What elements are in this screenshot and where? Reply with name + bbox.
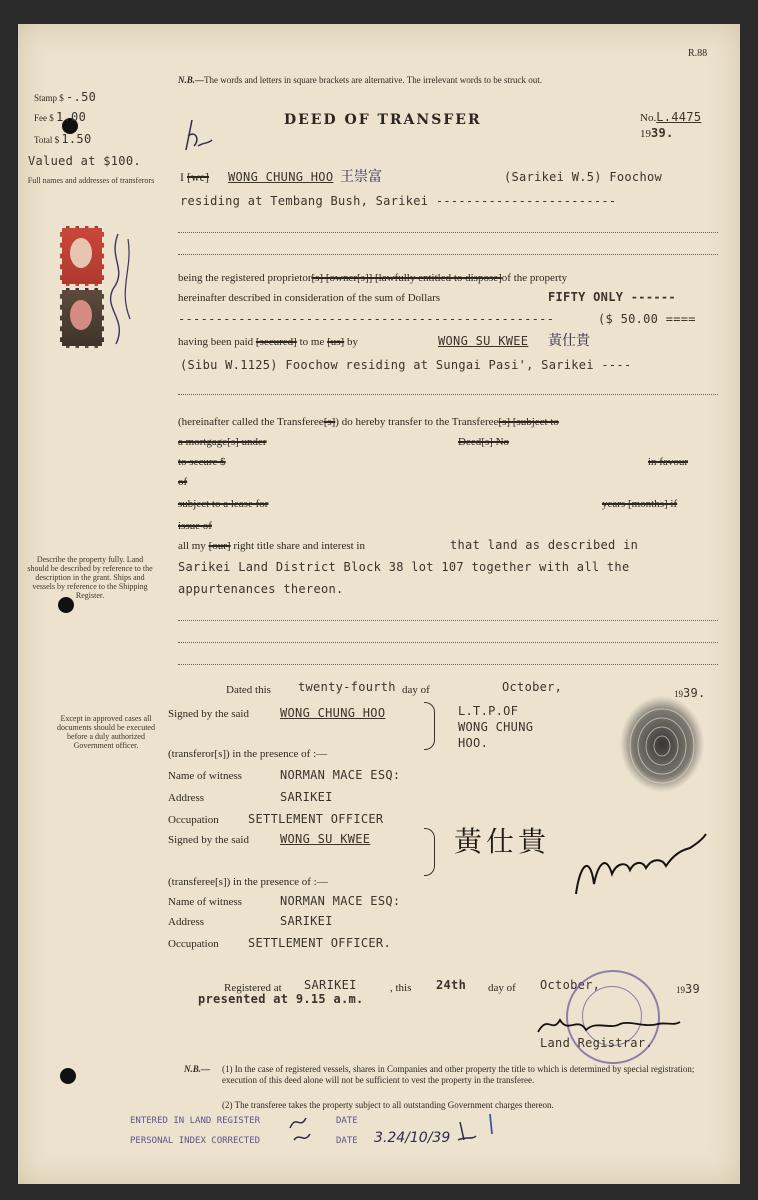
dated-label: Dated this	[226, 684, 271, 696]
occupation-label-2: Occupation	[168, 938, 219, 950]
total-fee: Total $ 1.50	[34, 132, 92, 146]
dated-year: 1939.	[674, 686, 706, 700]
footnote-1: (1) In the case of registered vessels, shares in Companies and other property the title to which is determined by special registration; execution of this deed alone will not be sufficient to vest the property in the transferee.	[222, 1064, 695, 1085]
occupation-value: SETTLEMENT OFFICER	[248, 812, 384, 826]
property-description-3: appurtenances thereon.	[178, 582, 344, 596]
witness-label-2: Name of witness	[168, 896, 242, 908]
transferor-id: (Sarikei W.5) Foochow	[504, 170, 663, 184]
amount-words: FIFTY ONLY ------	[548, 290, 676, 304]
lease-clause: subject to a lease for	[178, 498, 269, 510]
signature-brace-2	[424, 828, 435, 876]
signature-brace	[424, 702, 435, 750]
corrected-date-label: DATE	[336, 1136, 358, 1146]
deeds-clause: Deed[s] No	[458, 436, 510, 448]
consideration-clause: hereinafter described in consideration of the sum of Dollars	[178, 292, 441, 304]
footnote-nb: N.B.—	[184, 1064, 211, 1074]
deed-number: No.L.4475	[640, 110, 702, 124]
i-label: I [we]	[180, 170, 209, 184]
blank-line	[178, 664, 718, 665]
registered-day: 24th	[436, 978, 467, 992]
blank-line	[178, 232, 718, 233]
ltp-line-1: L.T.P.OF	[458, 704, 519, 718]
mortgage-clause: a mortgage[s] under	[178, 436, 267, 448]
registered-place: SARIKEI	[304, 978, 357, 992]
address-value-2: SARIKEI	[280, 914, 333, 928]
land-registrar: Land Registrar.	[540, 1036, 653, 1050]
transferor-residence: residing at Tembang Bush, Sarikei ------------------------	[180, 194, 617, 208]
dated-day: twenty-fourth	[298, 680, 396, 694]
address-value: SARIKEI	[280, 790, 333, 804]
register-initials	[280, 1110, 500, 1150]
document-title: DEED OF TRANSFER	[284, 112, 482, 128]
valued-at: Valued at $100.	[28, 154, 141, 168]
stamp-fee: Stamp $ -.50	[34, 90, 97, 104]
blank-line	[178, 394, 718, 395]
address-label-2: Address	[168, 916, 205, 928]
witness-label: Name of witness	[168, 770, 242, 782]
transferee-chinese-name: 黃仕貴	[548, 333, 590, 349]
blank-line	[178, 642, 718, 643]
transferee-presence: (transferee[s]) in the presence of :—	[168, 876, 328, 888]
stamp-cancellation-scribble	[88, 229, 148, 349]
dated-month: October,	[502, 680, 563, 694]
deed-year: 1939.	[640, 126, 674, 140]
this-label: , this	[390, 982, 412, 994]
punch-hole	[60, 1068, 76, 1084]
header-note: N.B.—The words and letters in square brackets are alternative. The irrelevant words to be struck out.	[178, 75, 542, 85]
transferor-presence: (transferor[s]) in the presence of :—	[168, 748, 328, 760]
signed-by-label: Signed by the said	[168, 708, 249, 720]
transferee-name: WONG SU KWEE	[438, 334, 529, 348]
registered-label: Registered at	[224, 982, 282, 994]
amount-dashes: --------------------------------------------------	[178, 312, 555, 326]
witness-signature	[570, 824, 710, 904]
registered-year: 1939	[676, 982, 701, 996]
transferor-name: WONG CHUNG HOO	[228, 170, 334, 184]
transferor-margin-note: Full names and addresses of transferors	[27, 176, 155, 185]
address-label: Address	[168, 792, 205, 804]
secured-clause: to secure $	[178, 456, 226, 468]
deed-paper	[18, 24, 740, 1184]
transferor-chinese-name: 王崇富	[340, 169, 382, 185]
property-description-2: Sarikei Land District Block 38 lot 107 together with all the	[178, 560, 630, 574]
interest-clause: all my [our] right title share and interest in	[178, 540, 365, 552]
issue-clause: issue of	[178, 520, 212, 532]
presented-at: presented at 9.15 a.m.	[198, 992, 364, 1006]
property-margin-note: Describe the property fully. Land should be described by reference to the description in the grant. Ships and vessels by reference to the Shipping Register.	[27, 555, 153, 600]
witness-name-2: NORMAN MACE ESQ:	[280, 894, 401, 908]
years-clause: years [months] if	[602, 498, 678, 510]
registered-month: October,	[540, 978, 601, 992]
form-code: R.88	[688, 48, 708, 59]
witness-name: NORMAN MACE ESQ:	[280, 768, 401, 782]
transfer-clause: (hereinafter called the Transferee[s]) do hereby transfer to the Transferee[s] [subject to	[178, 416, 559, 428]
fee: Fee $ 1.00	[34, 110, 87, 124]
ltp-line-3: HOO.	[458, 736, 489, 750]
paid-clause: having been paid [secured] to me [us] by	[178, 336, 358, 348]
occupation-value-2: SETTLEMENT OFFICER.	[248, 936, 391, 950]
handwritten-initial	[178, 116, 218, 156]
proprietor-clause: being the registered proprietor[s] [owner[s]] [lawfully entitled to dispose]of the property	[178, 272, 568, 284]
entered-land-register: ENTERED IN LAND REGISTER	[130, 1116, 261, 1126]
execution-margin-note: Except in approved cases all documents should be executed before a duly authorized Government officer.	[57, 714, 155, 750]
entered-date-label: DATE	[336, 1116, 358, 1126]
amount-figures: ($ 50.00 ====	[598, 312, 696, 326]
thumbprint	[612, 694, 712, 794]
ltp-line-2: WONG CHUNG	[458, 720, 534, 734]
transferee-chinese-signature: 黃仕貴	[454, 825, 551, 858]
favour-clause: in favour	[648, 456, 689, 468]
corrected-date: 3.24/10/39	[374, 1130, 451, 1146]
transferor-signatory: WONG CHUNG HOO	[280, 706, 386, 720]
personal-index-corrected: PERSONAL INDEX CORRECTED	[130, 1136, 261, 1146]
registered-day-of: day of	[488, 982, 516, 994]
occupation-label: Occupation	[168, 814, 219, 826]
blank-line	[178, 620, 718, 621]
of-clause: of	[178, 476, 188, 488]
day-of-label: day of	[402, 684, 430, 696]
signed-by-label-2: Signed by the said	[168, 834, 249, 846]
property-description-1: that land as described in	[450, 538, 639, 552]
transferee-residence: (Sibu W.1125) Foochow residing at Sungai Pasi', Sarikei ----	[180, 358, 632, 372]
footnote-2: (2) The transferee takes the property subject to all outstanding Government charges thereon.	[222, 1100, 554, 1110]
blank-line	[178, 254, 718, 255]
transferee-signatory: WONG SU KWEE	[280, 832, 371, 846]
